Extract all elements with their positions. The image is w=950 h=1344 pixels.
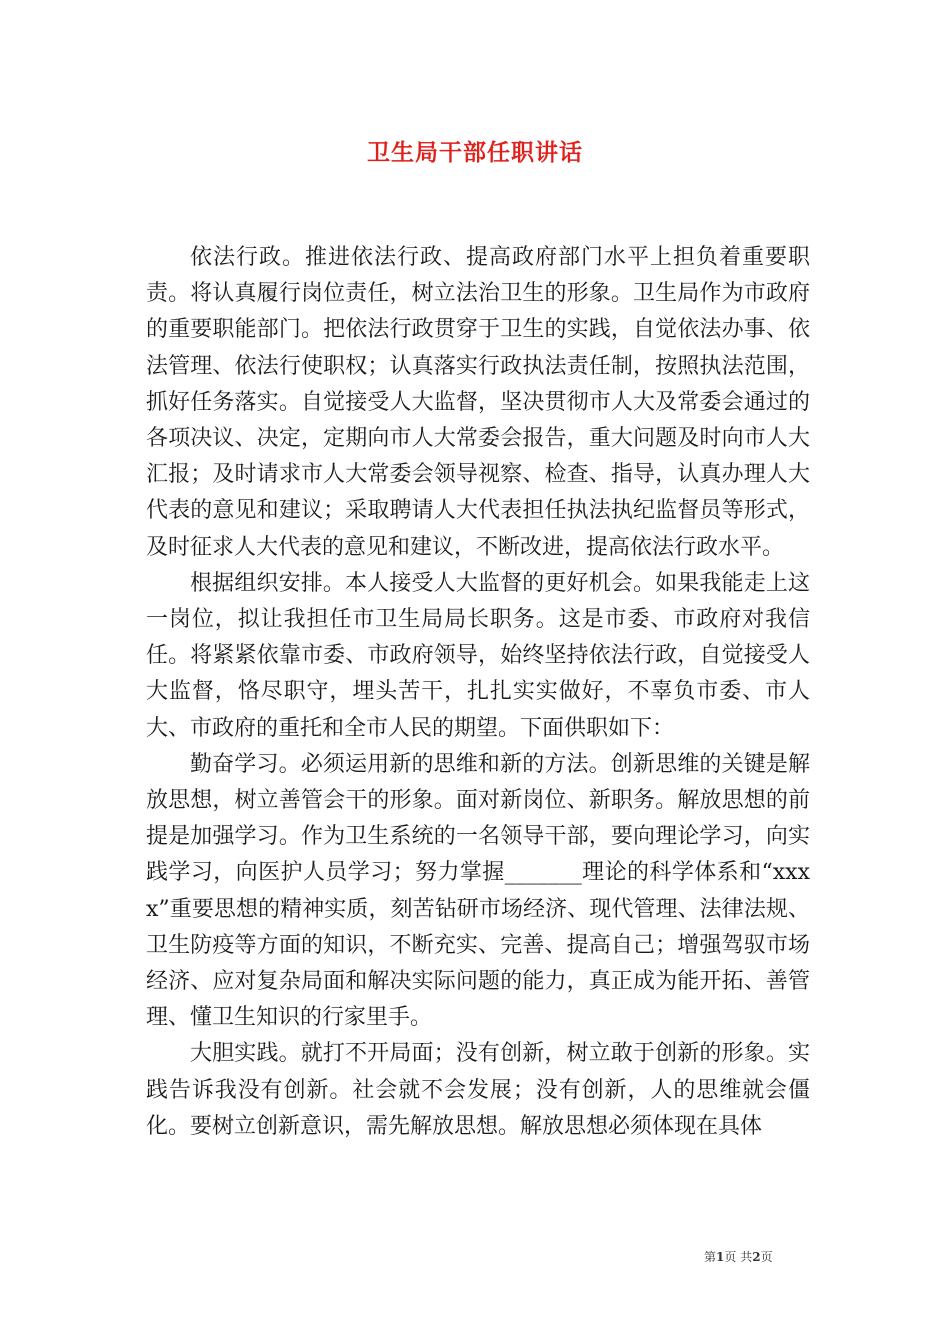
paragraph-1: 依法行政。推进依法行政、提高政府部门水平上担负着重要职责。将认真履行岗位责任，树立法治卫生的形象。卫生局作为市政府的重要职能部门。把依法行政贯穿于卫生的实践，自觉依法办事、依法管理、依法行使职权；认真落实行政执法责任制，按照执法范围，抓好任务落实。自觉接受人大监督，坚决贯彻市人大及常委会通过的各项决议、决定，定期向市人大常委会报告，重大问题及时向市人大汇报；及时请求市人大常委会领导视察、检查、指导，认真办理人大代表的意见和建议；采取聘请人大代表担任执法执纪监督员等形式，及时征求人大代表的意见和建议，不断改进，提高依法行政水平。 xyxy=(146,245,810,560)
footer-current-page: 1 xyxy=(716,1250,725,1264)
document-body xyxy=(146,240,810,1145)
footer-suffix: 页 xyxy=(760,1250,773,1264)
footer-middle: 页 共 xyxy=(724,1250,753,1264)
paragraph-3: 勤奋学习。必须运用新的思维和新的方法。创新思维的关键是解放思想，树立善管会干的形象。面对新岗位、新职务。解放思想的前提是加强学习。作为卫生系统的一名领导干部，要向理论学习，向实践学习，向医护人员学习；努力掌握_______理论的科学体系和“xxxx”重要思想的精神实质，刻苦钻研市场经济、现代管理、法律法规、卫生防疫等方面的知识，不断充实、完善、提高自己；增强驾驭市场经济、应对复杂局面和解决实际问题的能力，真正成为能开拓、善管理、懂卫生知识的行家里手。 xyxy=(146,751,810,1031)
document-title: 卫生局干部任职讲话 xyxy=(367,139,583,166)
footer-total-pages: 2 xyxy=(752,1250,761,1264)
page-footer xyxy=(704,1248,773,1265)
paragraph-2: 根据组织安排。本人接受人大监督的更好机会。如果我能走上这一岗位，拟让我担任市卫生局局长职务。这是市委、市政府对我信任。将紧紧依靠市委、市政府领导，始终坚持依法行政，自觉接受人大监督，恪尽职守，埋头苦干，扎扎实实做好，不辜负市委、市人大、市政府的重托和全市人民的期望。下面供职如下： xyxy=(146,570,810,741)
footer-prefix: 第 xyxy=(704,1250,717,1264)
paragraph-4: 大胆实践。就打不开局面；没有创新，树立敢于创新的形象。实践告诉我没有创新。社会就不会发展；没有创新，人的思维就会僵化。要树立创新意识，需先解放思想。解放思想必须体现在具体 xyxy=(146,1041,810,1139)
